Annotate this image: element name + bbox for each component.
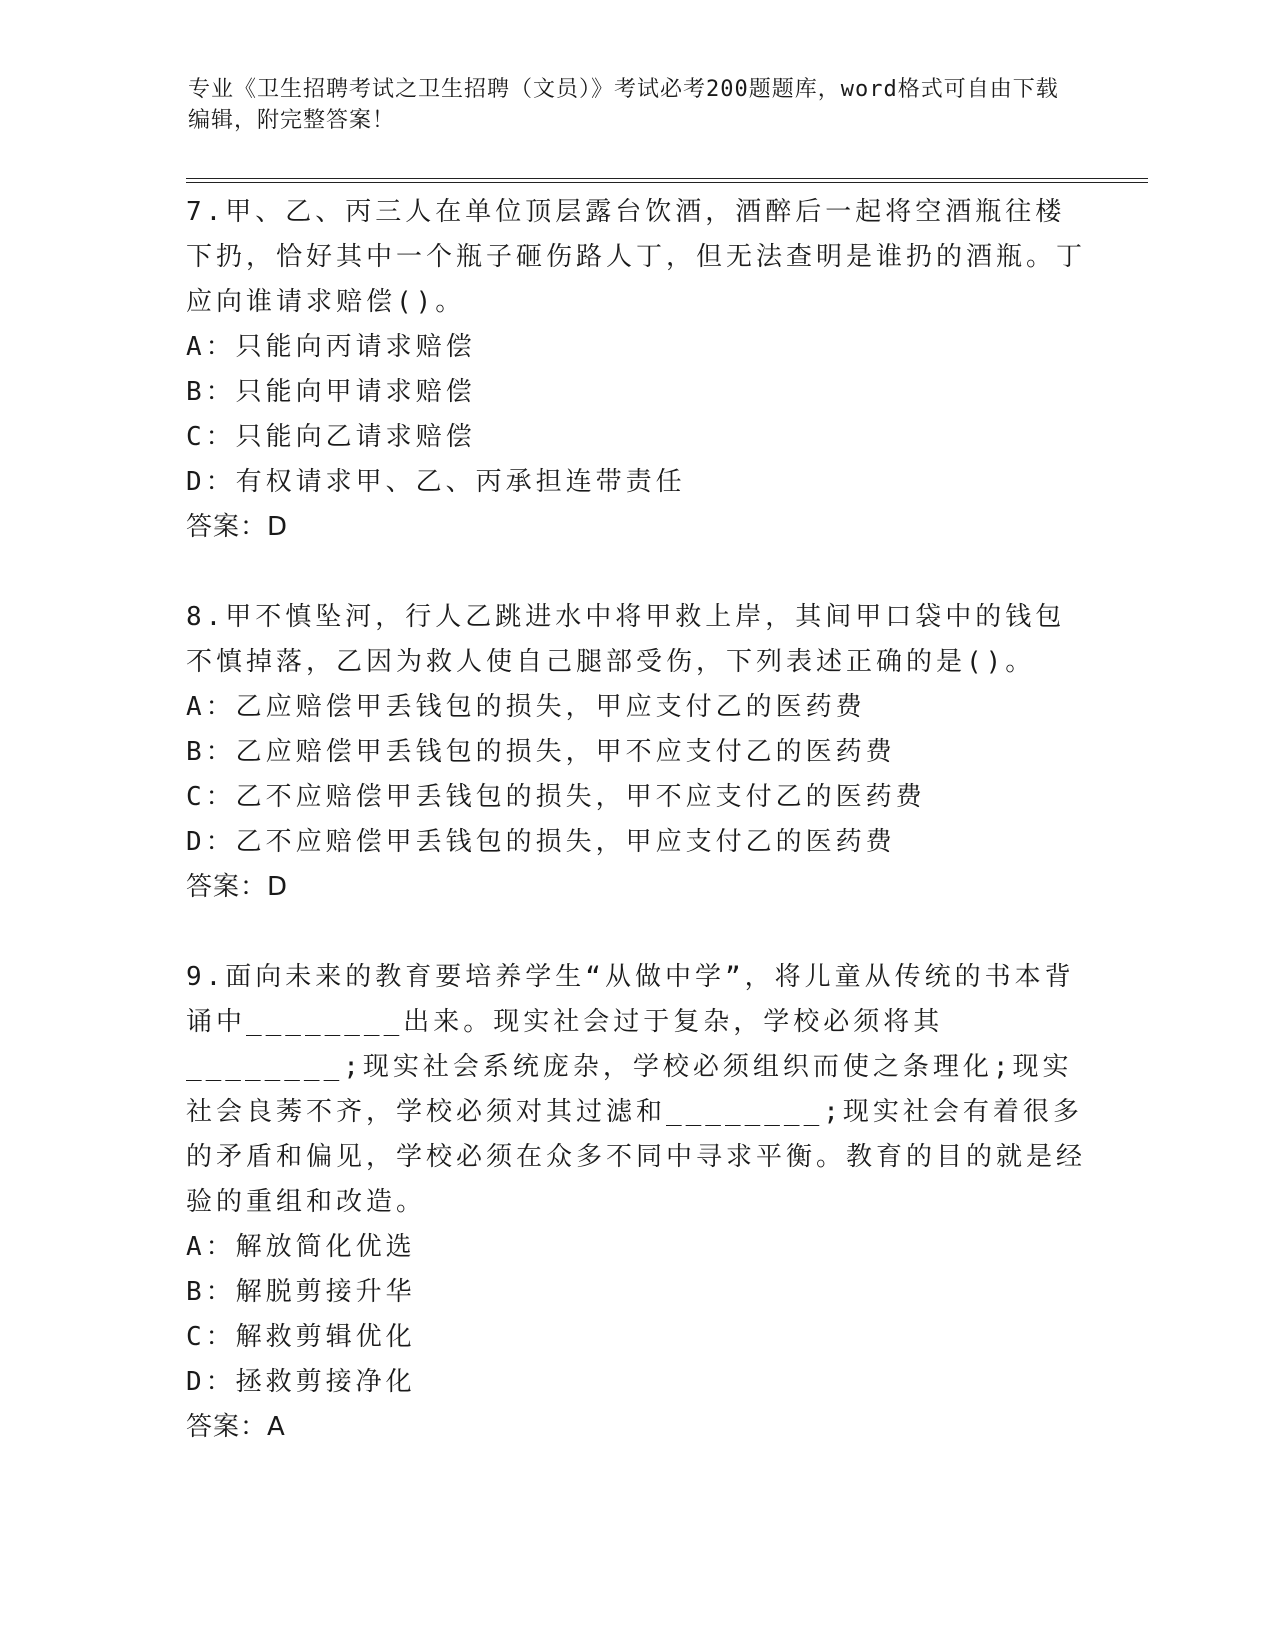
question-gap [186, 550, 1086, 595]
question-stem: 9.面向未来的教育要培养学生“从做中学”，将儿童从传统的书本背诵中________出来。现实社会过于复杂，学校必须将其________;现实社会系统庞杂，学校必须组织而使之条理化;现实社会良莠不齐，学校必须对其过滤和________;现实社会有着很多的矛盾和偏见，学校必须在众多不同中寻求平衡。教育的目的就是经验的重组和改造。 [186, 962, 1087, 1217]
question-8 [186, 595, 1086, 910]
option-a: A：乙应赔偿甲丢钱包的损失，甲应支付乙的医药费 [186, 692, 866, 722]
question-gap [186, 910, 1086, 955]
option-d: D：乙不应赔偿甲丢钱包的损失，甲应支付乙的医药费 [186, 827, 896, 857]
option-b: B：只能向甲请求赔偿 [186, 377, 476, 407]
answer-line: 答案：A [186, 1412, 286, 1442]
option-b: B：乙应赔偿甲丢钱包的损失，甲不应支付乙的医药费 [186, 737, 896, 767]
option-d: D：拯救剪接净化 [186, 1367, 416, 1397]
option-b: B：解脱剪接升华 [186, 1277, 416, 1307]
answer-line: 答案：D [186, 872, 289, 902]
question-list [186, 190, 1086, 1450]
question-9 [186, 955, 1086, 1450]
option-c: C：解救剪辑优化 [186, 1322, 416, 1352]
option-d: D：有权请求甲、乙、丙承担连带责任 [186, 467, 686, 497]
document-header: 专业《卫生招聘考试之卫生招聘（文员）》考试必考200题题库，word格式可自由下载编辑，附完整答案！ [188, 77, 1059, 133]
question-stem: 7.甲、乙、丙三人在单位顶层露台饮酒，酒醉后一起将空酒瓶往楼下扔，恰好其中一个瓶子砸伤路人丁，但无法查明是谁扔的酒瓶。丁应向谁请求赔偿()。 [186, 197, 1087, 317]
option-c: C：只能向乙请求赔偿 [186, 422, 476, 452]
option-a: A：只能向丙请求赔偿 [186, 332, 476, 362]
option-a: A：解放简化优选 [186, 1232, 416, 1262]
header-rule-top [186, 178, 1148, 179]
question-stem: 8.甲不慎坠河，行人乙跳进水中将甲救上岸，其间甲口袋中的钱包不慎掉落，乙因为救人使自己腿部受伤，下列表述正确的是()。 [186, 602, 1066, 677]
option-c: C：乙不应赔偿甲丢钱包的损失，甲不应支付乙的医药费 [186, 782, 926, 812]
answer-line: 答案：D [186, 512, 289, 542]
header-rule-bottom [186, 182, 1148, 183]
question-7 [186, 190, 1086, 550]
